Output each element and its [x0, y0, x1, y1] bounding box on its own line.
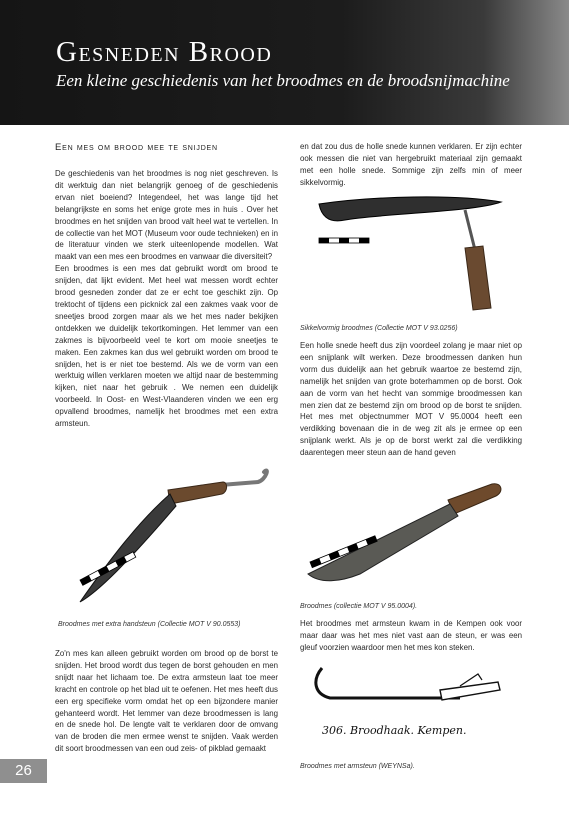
scale-bar — [319, 238, 369, 243]
figure-caption: Sikkelvormig broodmes (Collectie MOT V 93.0256) — [300, 325, 458, 332]
text-column-right-middle — [300, 340, 522, 459]
knife-photo-v95 — [300, 478, 510, 598]
figure-caption: Broodmes met extra handsteun (Collectie MOT V 90.0553) — [58, 621, 241, 628]
knife-photo-armsteun — [58, 462, 273, 617]
text-column-left — [55, 168, 278, 430]
page-title: Gesneden Brood — [56, 36, 273, 68]
paragraph: Zo'n mes kan alleen gebruikt worden om brood op de borst te snijden. Het brood wordt dus tegen de borst gehouden en men snijdt naar het lichaam toe. De extra armsteun laat toe meer kracht en controle op het blad uit te oefenen. Het mes heeft dus een erg specifieke vorm omdat het op een bijzondere manier gehanteerd wordt. Het lemmer van deze broodmessen is lang en de snede hol. De lengte valt te verklaren door de omvang van de broden die men ermee wenst te snijden. Vaak werden dit soort broodmessen van een oud zeis- of pikblad gemaakt — [55, 649, 278, 754]
drawing-broodhaak — [310, 660, 510, 720]
page-subtitle: Een kleine geschiedenis van het broodmes en de broodsnijmachine — [56, 71, 510, 90]
section-heading: Een mes om brood mee te snijden — [55, 142, 218, 153]
page-header-banner — [0, 0, 569, 125]
figure-caption: Broodmes met armsteun (WEYNSa). — [300, 763, 415, 770]
paragraph: Het broodmes met armsteun kwam in de Kempen ook voor maar daar was het mes niet vast aan de steun, er was een gleuf voorzien waardoor men het mes kon steken. — [300, 619, 522, 652]
paragraph: Een holle snede heeft dus zijn voordeel zolang je maar niet op een snijplank wilt werken. Deze broodmessen danken hun vorm dus duidelijk aan het gebruik waartoe ze bestemd zijn, namelijk het snijden van grote boterhammen op de borst. Ook aan de vorm van het hecht van sommige broodmessen kan men zien dat ze bestemd zijn om brood op de borst te snijden. Het mes met objectnummer MOT V 95.0004 heeft een verdikking bovenaan die in de weg zit als je ermee op een snijplank werkt. Als je op de borst werkt zal die verdikking daarentegen meer steun aan de hand geven — [300, 341, 522, 458]
page-number: 26 — [0, 759, 47, 783]
text-column-right-lower — [300, 618, 522, 654]
paragraph: De geschiedenis van het broodmes is nog niet geschreven. Is dit werktuig dan niet belangrijk genoeg of de geschiedenis ervan niet boeiend? Integendeel, het was lange tijd het belangrijkste en soms het enige grote mes in huis . Over het broodmes en het snijden van brood valt heel wat te vertellen. In de collectie van het MOT (Museum voor oude technieken) en in de literatuur vinden we sterk uiteenlopende modellen. Wat maakt van een mes een broodmes en vanwaar die diversiteit? — [55, 169, 278, 262]
knife-photo-sickle — [315, 190, 510, 318]
paragraph: en dat zou dus de holle snede kunnen verklaren. Er zijn echter ook messen die niet van hergebruikt materiaal zijn gemaakt met een holle snede. Sommige zijn zelfs min of meer sikkelvormig. — [300, 142, 522, 187]
paragraph: Een broodmes is een mes dat gebruikt wordt om brood te snijden, dat lijkt evident. Met heel wat messen wordt echter brood gesneden zonder dat ze er echt toe geschikt zijn. Op trektocht of tijdens een picknick zal een zakmes vaak voor de sneetjes brood zorgen maar als we het mes nader bekijken ontdekken we duidelijk tekortkomingen. Het lemmer van een zakmes is bijvoorbeeld veel te kort om mooie sneetjes te maken. Een zakmes kan dus wel gebruikt worden om brood te snijden, het is er niet toe bestemd. Als we de vorm van een werktuig willen verklaren moeten we altijd naar de bestemming kijken, niet naar het gebruik . We nemen een duidelijk voorbeeld. In Oost- en West-Vlaanderen vinden we een erg opvallend broodmes, namelijk het broodmes met een extra armsteun. — [55, 264, 278, 429]
drawing-inscription: 306. Broodhaak. Kempen. — [322, 724, 467, 737]
figure-caption: Broodmes (collectie MOT V 95.0004). — [300, 603, 418, 610]
text-column-right-top — [300, 141, 522, 189]
text-column-left-lower — [55, 648, 278, 755]
